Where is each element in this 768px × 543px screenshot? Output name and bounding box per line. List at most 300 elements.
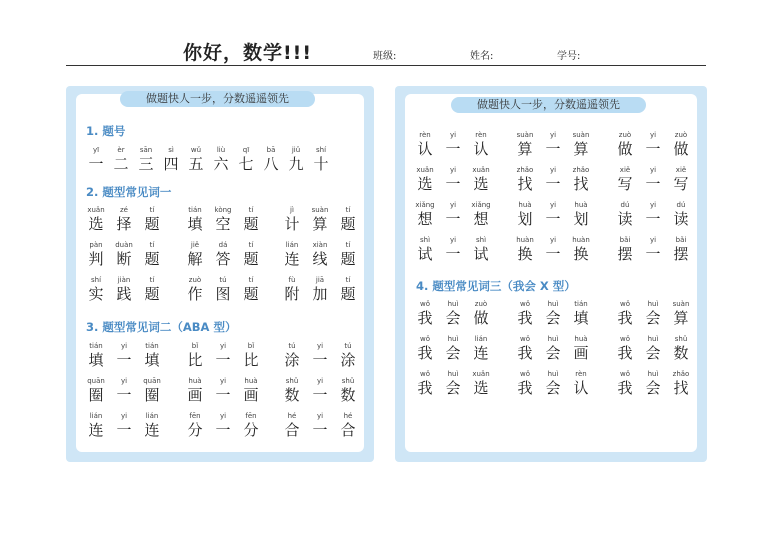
hanzi: 圈 — [144, 386, 160, 404]
hanzi: 一 — [116, 386, 132, 404]
pinyin: zuò — [188, 276, 202, 284]
pinyin: huà — [518, 201, 532, 209]
hanzi: 会 — [545, 379, 561, 397]
char-cell — [310, 275, 330, 303]
char-cell — [142, 376, 162, 404]
pinyin: lián — [285, 241, 299, 249]
pinyin: zhǎo — [572, 166, 590, 174]
hanzi: 选 — [417, 175, 433, 193]
pinyin: wǒ — [519, 335, 530, 343]
pinyin: èr — [117, 146, 125, 154]
pinyin: xiě — [619, 166, 631, 174]
hanzi: 六 — [213, 155, 229, 173]
pinyin: tí — [149, 206, 155, 214]
char-cell — [310, 341, 330, 369]
hanzi: 一 — [445, 175, 461, 193]
pinyin: tú — [288, 342, 296, 350]
pinyin: fēn — [245, 412, 257, 420]
pinyin: yi — [549, 131, 557, 139]
pinyin: jiàn — [117, 276, 131, 284]
char-cell — [282, 205, 302, 233]
word-group — [86, 376, 162, 404]
pinyin: tí — [149, 241, 155, 249]
char-cell — [310, 240, 330, 268]
pinyin: lián — [89, 412, 103, 420]
hanzi: 题 — [340, 215, 356, 233]
name-label: 姓名: — [470, 51, 494, 62]
char-cell — [571, 130, 591, 158]
word-group — [282, 205, 358, 233]
char-cell — [571, 369, 591, 397]
pinyin: yi — [219, 412, 227, 420]
pinyin: rèn — [575, 370, 587, 378]
hanzi: 连 — [144, 421, 160, 439]
pinyin: suàn — [572, 131, 590, 139]
char-cell — [282, 376, 302, 404]
char-cell — [338, 341, 358, 369]
pinyin: yi — [549, 236, 557, 244]
char-cell — [671, 235, 691, 263]
hanzi: 计 — [284, 215, 300, 233]
word-group — [185, 240, 261, 268]
hanzi: 涂 — [284, 351, 300, 369]
char-cell — [185, 376, 205, 404]
hanzi: 涂 — [340, 351, 356, 369]
pinyin: huì — [647, 335, 659, 343]
student-id-label: 学号: — [557, 51, 581, 62]
hanzi: 我 — [417, 344, 433, 362]
pinyin: shì — [419, 236, 431, 244]
char-cell — [671, 165, 691, 193]
char-cell — [415, 235, 435, 263]
word-group — [415, 130, 491, 158]
char-cell — [286, 145, 306, 173]
char-cell — [338, 376, 358, 404]
pinyin: huì — [647, 300, 659, 308]
char-cell — [142, 240, 162, 268]
char-cell — [415, 165, 435, 193]
char-cell — [671, 130, 691, 158]
hanzi: 一 — [215, 386, 231, 404]
number-row — [86, 145, 331, 173]
word-group — [86, 205, 162, 233]
char-cell — [415, 334, 435, 362]
word-group — [515, 200, 591, 228]
hanzi: 一 — [312, 421, 328, 439]
hanzi: 一 — [545, 140, 561, 158]
section-4-heading: 4. 题型常见词三（我会 X 型） — [416, 279, 576, 293]
pinyin: yi — [219, 342, 227, 350]
char-cell — [443, 334, 463, 362]
pinyin: xiàn — [312, 241, 328, 249]
char-cell — [261, 145, 281, 173]
hanzi: 题 — [340, 285, 356, 303]
hanzi: 八 — [263, 155, 279, 173]
hanzi: 答 — [215, 250, 231, 268]
pinyin: tián — [89, 342, 103, 350]
pinyin: fēn — [189, 412, 201, 420]
hanzi: 找 — [673, 379, 689, 397]
pinyin: yi — [449, 166, 457, 174]
pinyin: wǒ — [519, 300, 530, 308]
hanzi: 圈 — [88, 386, 104, 404]
pinyin: yi — [649, 166, 657, 174]
char-cell — [213, 341, 233, 369]
pinyin: bǎi — [675, 236, 687, 244]
pinyin: shí — [315, 146, 327, 154]
hanzi: 想 — [473, 210, 489, 228]
char-cell — [185, 411, 205, 439]
hanzi: 题 — [144, 285, 160, 303]
pinyin: lián — [474, 335, 488, 343]
hanzi: 划 — [517, 210, 533, 228]
char-cell — [136, 145, 156, 173]
hanzi: 题 — [243, 285, 259, 303]
pinyin: dú — [620, 201, 630, 209]
char-cell — [471, 130, 491, 158]
pinyin: suàn — [311, 206, 329, 214]
section-3-heading: 3. 题型常见词二（ABA 型） — [86, 320, 237, 334]
pinyin: huì — [547, 370, 559, 378]
char-cell — [443, 165, 463, 193]
char-cell — [543, 369, 563, 397]
hanzi: 空 — [215, 215, 231, 233]
hanzi: 选 — [473, 175, 489, 193]
hanzi: 画 — [243, 386, 259, 404]
hanzi: 认 — [473, 140, 489, 158]
hanzi: 换 — [573, 245, 589, 263]
hanzi: 写 — [673, 175, 689, 193]
char-cell — [543, 200, 563, 228]
char-cell — [86, 240, 106, 268]
char-cell — [213, 411, 233, 439]
char-cell — [615, 369, 635, 397]
pinyin: tí — [149, 276, 155, 284]
pinyin: yi — [316, 412, 324, 420]
hanzi: 一 — [545, 210, 561, 228]
pinyin: shí — [90, 276, 102, 284]
char-cell — [114, 275, 134, 303]
hanzi: 会 — [545, 344, 561, 362]
char-cell — [643, 165, 663, 193]
hanzi: 二 — [113, 155, 129, 173]
pinyin: zé — [120, 206, 128, 214]
pinyin: huà — [574, 335, 588, 343]
pinyin: yi — [549, 166, 557, 174]
word-group — [615, 200, 691, 228]
hanzi: 十 — [313, 155, 329, 173]
word-group — [615, 369, 691, 397]
pinyin: xuǎn — [472, 370, 490, 378]
hanzi: 做 — [617, 140, 633, 158]
pinyin: huàn — [572, 236, 590, 244]
pinyin: huà — [244, 377, 258, 385]
word-group — [515, 299, 591, 327]
hanzi: 七 — [238, 155, 254, 173]
pinyin: rèn — [475, 131, 487, 139]
hanzi: 一 — [116, 421, 132, 439]
char-cell — [211, 145, 231, 173]
pinyin: tú — [219, 276, 227, 284]
pinyin: xiě — [675, 166, 687, 174]
pinyin: tián — [574, 300, 588, 308]
char-cell — [111, 145, 131, 173]
pinyin: jiě — [190, 241, 200, 249]
pinyin: tí — [248, 276, 254, 284]
hanzi: 摆 — [617, 245, 633, 263]
pinyin: tí — [345, 206, 351, 214]
char-cell — [185, 341, 205, 369]
char-cell — [671, 299, 691, 327]
pinyin: wǒ — [619, 370, 630, 378]
pinyin: yi — [120, 377, 128, 385]
pinyin: huì — [547, 300, 559, 308]
char-cell — [310, 411, 330, 439]
char-cell — [571, 299, 591, 327]
word-group — [185, 205, 261, 233]
word-group — [615, 130, 691, 158]
char-cell — [643, 369, 663, 397]
char-cell — [86, 341, 106, 369]
hanzi: 认 — [573, 379, 589, 397]
char-cell — [311, 145, 331, 173]
hanzi: 会 — [645, 309, 661, 327]
pinyin: quān — [143, 377, 161, 385]
hanzi: 断 — [116, 250, 132, 268]
pinyin: huà — [574, 201, 588, 209]
pinyin: dú — [676, 201, 686, 209]
hanzi: 践 — [116, 285, 132, 303]
pinyin: suàn — [672, 300, 690, 308]
pinyin: huàn — [516, 236, 534, 244]
char-cell — [443, 299, 463, 327]
hanzi: 一 — [645, 245, 661, 263]
pinyin: tián — [145, 342, 159, 350]
word-group — [282, 275, 358, 303]
char-cell — [543, 130, 563, 158]
hanzi: 会 — [445, 379, 461, 397]
pinyin: tí — [248, 206, 254, 214]
left-banner: 做题快人一步，分数遥遥领先 — [120, 91, 315, 107]
hanzi: 填 — [88, 351, 104, 369]
hanzi: 读 — [673, 210, 689, 228]
word-group — [515, 369, 591, 397]
pinyin: yi — [649, 131, 657, 139]
char-cell — [86, 411, 106, 439]
char-cell — [282, 275, 302, 303]
char-cell — [114, 341, 134, 369]
char-cell — [571, 165, 591, 193]
hanzi: 填 — [187, 215, 203, 233]
page-title: 你好，数学!!! — [183, 42, 312, 64]
char-cell — [443, 130, 463, 158]
char-cell — [114, 205, 134, 233]
pinyin: tí — [345, 241, 351, 249]
hanzi: 分 — [187, 421, 203, 439]
char-cell — [471, 200, 491, 228]
hanzi: 题 — [340, 250, 356, 268]
pinyin: shǔ — [674, 335, 688, 343]
pinyin: xuǎn — [87, 206, 105, 214]
pinyin: tí — [248, 241, 254, 249]
char-cell — [543, 165, 563, 193]
pinyin: jiǔ — [291, 146, 301, 154]
hanzi: 图 — [215, 285, 231, 303]
hanzi: 我 — [617, 379, 633, 397]
hanzi: 一 — [312, 386, 328, 404]
char-cell — [213, 275, 233, 303]
char-cell — [515, 299, 535, 327]
word-group — [415, 235, 491, 263]
char-cell — [471, 299, 491, 327]
hanzi: 会 — [545, 309, 561, 327]
word-group — [415, 200, 491, 228]
char-cell — [114, 240, 134, 268]
pinyin: yi — [316, 342, 324, 350]
pinyin: huì — [647, 370, 659, 378]
pinyin: yi — [120, 412, 128, 420]
char-cell — [338, 275, 358, 303]
pinyin: jiā — [315, 276, 325, 284]
hanzi: 数 — [673, 344, 689, 362]
pinyin: yi — [649, 201, 657, 209]
hanzi: 我 — [417, 379, 433, 397]
char-cell — [471, 334, 491, 362]
pinyin: zhǎo — [516, 166, 534, 174]
pinyin: yi — [219, 377, 227, 385]
pinyin: wǒ — [419, 300, 430, 308]
hanzi: 合 — [340, 421, 356, 439]
pinyin: yi — [449, 236, 457, 244]
char-cell — [415, 200, 435, 228]
char-cell — [241, 205, 261, 233]
hanzi: 连 — [473, 344, 489, 362]
hanzi: 数 — [340, 386, 356, 404]
char-cell — [515, 200, 535, 228]
hanzi: 想 — [417, 210, 433, 228]
pinyin: zhǎo — [672, 370, 690, 378]
pinyin: huì — [447, 335, 459, 343]
pinyin: wǔ — [190, 146, 202, 154]
pinyin: wǒ — [519, 370, 530, 378]
hanzi: 加 — [312, 285, 328, 303]
right-banner: 做题快人一步，分数遥遥领先 — [451, 97, 646, 113]
hanzi: 一 — [215, 351, 231, 369]
pinyin: dá — [218, 241, 228, 249]
word-group — [415, 369, 491, 397]
pinyin: yī — [92, 146, 100, 154]
section-2-heading: 2. 题型常见词一 — [86, 185, 172, 199]
char-cell — [338, 205, 358, 233]
hanzi: 算 — [517, 140, 533, 158]
char-cell — [543, 334, 563, 362]
hanzi: 五 — [188, 155, 204, 173]
pinyin: yi — [649, 236, 657, 244]
pinyin: zuò — [674, 131, 688, 139]
char-cell — [185, 275, 205, 303]
word-group — [615, 235, 691, 263]
char-cell — [615, 200, 635, 228]
char-cell — [643, 299, 663, 327]
char-cell — [615, 130, 635, 158]
char-cell — [471, 165, 491, 193]
char-cell — [213, 240, 233, 268]
pinyin: sì — [168, 146, 174, 154]
char-cell — [615, 165, 635, 193]
pinyin: bǐ — [247, 342, 255, 350]
hanzi: 题 — [243, 215, 259, 233]
pinyin: xiǎng — [471, 201, 491, 209]
hanzi: 一 — [645, 175, 661, 193]
hanzi: 试 — [417, 245, 433, 263]
hanzi: 一 — [445, 210, 461, 228]
pinyin: xuǎn — [416, 166, 434, 174]
hanzi: 我 — [617, 309, 633, 327]
char-cell — [543, 299, 563, 327]
word-group — [282, 376, 358, 404]
char-cell — [515, 130, 535, 158]
hanzi: 判 — [88, 250, 104, 268]
hanzi: 一 — [445, 245, 461, 263]
pinyin: yi — [120, 342, 128, 350]
pinyin: tú — [344, 342, 352, 350]
hanzi: 一 — [312, 351, 328, 369]
hanzi: 解 — [187, 250, 203, 268]
hanzi: 找 — [517, 175, 533, 193]
char-cell — [213, 376, 233, 404]
pinyin: yi — [449, 131, 457, 139]
hanzi: 划 — [573, 210, 589, 228]
hanzi: 一 — [445, 140, 461, 158]
char-cell — [615, 334, 635, 362]
word-group — [282, 240, 358, 268]
pinyin: yi — [316, 377, 324, 385]
hanzi: 会 — [445, 344, 461, 362]
hanzi: 择 — [116, 215, 132, 233]
hanzi: 一 — [116, 351, 132, 369]
word-group — [185, 275, 261, 303]
pinyin: wǒ — [419, 335, 430, 343]
hanzi: 分 — [243, 421, 259, 439]
char-cell — [86, 275, 106, 303]
char-cell — [415, 369, 435, 397]
hanzi: 四 — [163, 155, 179, 173]
hanzi: 读 — [617, 210, 633, 228]
char-cell — [241, 275, 261, 303]
hanzi: 题 — [144, 250, 160, 268]
word-group — [515, 334, 591, 362]
char-cell — [643, 235, 663, 263]
pinyin: tián — [188, 206, 202, 214]
char-cell — [543, 235, 563, 263]
char-cell — [185, 240, 205, 268]
pinyin: bǎi — [619, 236, 631, 244]
hanzi: 三 — [138, 155, 154, 173]
char-cell — [671, 334, 691, 362]
char-cell — [643, 334, 663, 362]
hanzi: 我 — [417, 309, 433, 327]
hanzi: 找 — [573, 175, 589, 193]
word-group — [86, 341, 162, 369]
hanzi: 写 — [617, 175, 633, 193]
word-group — [185, 341, 261, 369]
word-group — [86, 411, 162, 439]
word-group — [615, 334, 691, 362]
hanzi: 换 — [517, 245, 533, 263]
char-cell — [515, 165, 535, 193]
word-group — [282, 341, 358, 369]
hanzi: 合 — [284, 421, 300, 439]
